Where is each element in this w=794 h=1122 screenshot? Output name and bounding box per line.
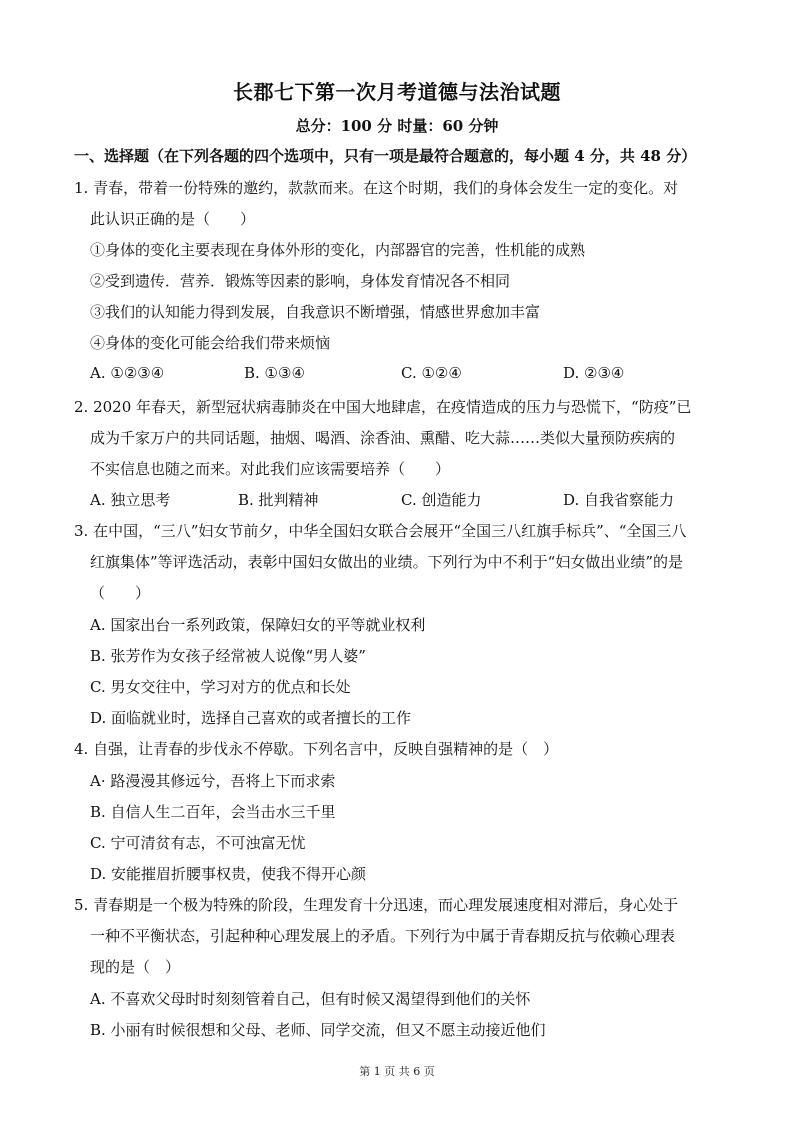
question-5-stem-cont: 一种不平衡状态，引起种种心理发展上的矛盾。下列行为中属于青春期反抗与依赖心理表	[90, 927, 676, 945]
question-2-stem: 2. 2020 年春天，新型冠状病毒肺炎在中国大地肆虐，在疫情造成的压力与恐慌下，“防疫”已	[74, 398, 692, 416]
page-title: 长郡七下第一次月考道德与法治试题	[233, 80, 561, 104]
option-a: A. 独立思考	[90, 491, 171, 509]
option-d: D. 面临就业时，选择自己喜欢的或者擅长的工作	[90, 709, 412, 727]
question-5-stem-cont: 现的是（ ）	[90, 958, 181, 976]
statement-3: ③我们的认知能力得到发展，自我意识不断增强，情感世界愈加丰富	[90, 303, 541, 321]
statement-2: ②受到遗传．营养．锻炼等因素的影响，身体发育情况各不相同	[90, 272, 511, 290]
option-a: A· 路漫漫其修远兮，吾将上下而求索	[90, 772, 336, 790]
question-2-stem-cont: 不实信息也随之而来。对此我们应该需要培养（ ）	[90, 460, 451, 478]
question-2-stem-cont: 成为千家万户的共同话题，抽烟、喝酒、涂香油、熏醋、吃大蒜……类似大量预防疾病的	[90, 429, 676, 447]
option-c: C. 宁可清贫有志，不可浊富无忧	[90, 834, 306, 852]
page-footer: 第 1 页 共 6 页	[359, 1065, 435, 1078]
option-c: C. 创造能力	[401, 491, 482, 509]
question-4-stem: 4. 自强，让青春的步伐永不停歇。下列名言中，反映自强精神的是（ ）	[74, 740, 559, 758]
question-1-stem: 1. 青春，带着一份特殊的邀约，款款而来。在这个时期，我们的身体会发生一定的变化。对	[74, 179, 679, 197]
option-b: B. ①③④	[244, 364, 305, 382]
option-a: A. 不喜欢父母时时刻刻管着自己，但有时候又渴望得到他们的关怀	[90, 990, 531, 1008]
option-b: B. 自信人生二百年，会当击水三千里	[90, 803, 336, 821]
question-3-stem: 3. 在中国，“三八”妇女节前夕，中华全国妇女联合会展开“全国三八红旗手标兵”、“全国三八	[74, 522, 687, 540]
question-1-stem-cont: 此认识正确的是（ ）	[90, 210, 256, 228]
option-b: B. 张芳作为女孩子经常被人说像“男人婆”	[90, 647, 366, 665]
option-d: D. ②③④	[563, 364, 625, 382]
option-c: C. 男女交往中，学习对方的优点和长处	[90, 678, 351, 696]
section-heading: 一、选择题（在下列各题的四个选项中，只有一项是最符合题意的，每小题 4 分，共 48 分）	[74, 147, 697, 165]
option-b: B. 小丽有时候很想和父母、老师、同学交流，但又不愿主动接近他们	[90, 1021, 546, 1039]
option-a: A. ①②③④	[90, 364, 165, 382]
option-b: B. 批判精神	[238, 491, 319, 509]
option-d: D. 安能摧眉折腰事权贵，使我不得开心颜	[90, 865, 367, 883]
option-c: C. ①②④	[401, 364, 462, 382]
option-a: A. 国家出台一系列政策，保障妇女的平等就业权利	[90, 616, 426, 634]
question-5-stem: 5. 青春期是一个极为特殊的阶段，生理发育十分迅速，而心理发展速度相对滞后，身心处于	[74, 896, 679, 914]
question-3-stem-cont: 红旗集体”等评选活动，表彰中国妇女做出的业绩。下列行为中不利于“妇女做出业绩”的是	[90, 553, 684, 571]
exam-info: 总分：100 分 时量：60 分钟	[295, 117, 499, 135]
option-d: D. 自我省察能力	[563, 491, 675, 509]
question-3-stem-cont: （ ）	[90, 584, 151, 602]
statement-4: ④身体的变化可能会给我们带来烦恼	[90, 334, 331, 352]
statement-1: ①身体的变化主要表现在身体外形的变化，内部器官的完善，性机能的成熟	[90, 241, 586, 259]
